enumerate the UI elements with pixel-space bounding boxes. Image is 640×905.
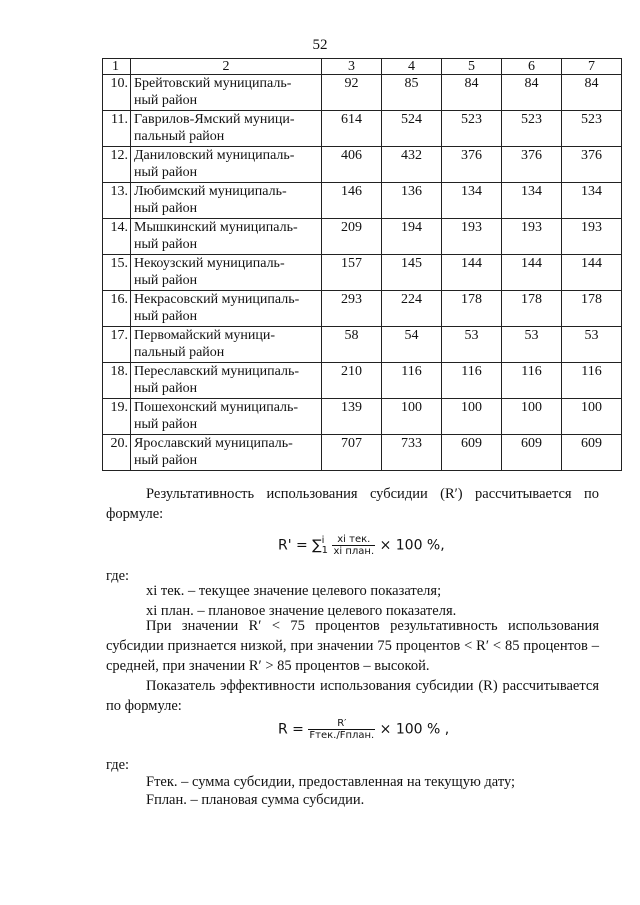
value-cell: 134: [562, 183, 622, 219]
row-number: 18.: [103, 363, 131, 399]
district-name-line2: ный район: [134, 453, 198, 468]
value-cell: 524: [382, 111, 442, 147]
district-name-cell: [131, 363, 322, 399]
table-row: [103, 435, 622, 471]
paragraph-thresholds: При значении R′ < 75 процентов результативность использования субсидии признается низкой, при значении 75 процентов < R′ < 85 процентов – средней, при значении R′ > 85 процентов – высокой.: [106, 618, 599, 674]
district-name-line1: Гаврилов-Ямский муници-: [134, 112, 295, 127]
table-header-cell: 3: [322, 59, 382, 75]
row-number: 20.: [103, 435, 131, 471]
table-row: [103, 363, 622, 399]
value-cell: 376: [442, 147, 502, 183]
value-cell: 194: [382, 219, 442, 255]
value-cell: 139: [322, 399, 382, 435]
numerator: R′: [308, 718, 375, 730]
value-cell: 53: [562, 327, 622, 363]
district-name-line1: Брейтовский муниципаль-: [134, 76, 292, 91]
table-row: [103, 327, 622, 363]
district-name-line2: ный район: [134, 309, 198, 324]
value-cell: 116: [562, 363, 622, 399]
district-name-cell: [131, 291, 322, 327]
row-number: 19.: [103, 399, 131, 435]
district-name-line1: Даниловский муниципаль-: [134, 148, 295, 163]
value-cell: 178: [502, 291, 562, 327]
district-name-line1: Ярославский муниципаль-: [134, 436, 293, 451]
district-name-cell: [131, 219, 322, 255]
definition-x-plan: xi план. – плановое значение целевого показателя.: [146, 603, 457, 619]
district-name-line1: Любимский муниципаль-: [134, 184, 287, 199]
district-name-cell: [131, 399, 322, 435]
sum-upper: i: [321, 534, 325, 546]
district-name-line2: ный район: [134, 381, 198, 396]
district-name-line2: ный район: [134, 273, 198, 288]
district-name-cell: [131, 147, 322, 183]
district-name-line2: ный район: [134, 417, 198, 432]
district-name-line2: ный район: [134, 201, 198, 216]
value-cell: 100: [562, 399, 622, 435]
value-cell: 193: [502, 219, 562, 255]
district-name-line2: ный район: [134, 93, 198, 108]
table-row: [103, 111, 622, 147]
district-name-line1: Переславский муниципаль-: [134, 364, 300, 379]
definition-x-current: xi тек. – текущее значение целевого показателя;: [146, 583, 442, 599]
definition-f-current: Fтек. – сумма субсидии, предоставленная на текущую дату;: [146, 774, 516, 790]
district-name-line1: Некрасовский муниципаль-: [134, 292, 300, 307]
table-row: [103, 147, 622, 183]
value-cell: 84: [502, 75, 562, 111]
district-name-line2: пальный район: [134, 129, 225, 144]
table-row: [103, 183, 622, 219]
sum-lower: 1: [321, 544, 329, 556]
value-cell: 58: [322, 327, 382, 363]
value-cell: 376: [562, 147, 622, 183]
row-number: 12.: [103, 147, 131, 183]
table-header-cell: 6: [502, 59, 562, 75]
row-number: 11.: [103, 111, 131, 147]
table-row: [103, 291, 622, 327]
value-cell: 178: [562, 291, 622, 327]
value-cell: 523: [442, 111, 502, 147]
formula-result: [278, 534, 445, 557]
fraction: [308, 718, 375, 741]
value-cell: 406: [322, 147, 382, 183]
table-header-cell: 2: [131, 59, 322, 75]
table-row: [103, 399, 622, 435]
value-cell: 614: [322, 111, 382, 147]
row-number: 16.: [103, 291, 131, 327]
table-header-cell: 4: [382, 59, 442, 75]
district-name-cell: [131, 75, 322, 111]
page-number: 52: [312, 37, 328, 53]
value-cell: 523: [562, 111, 622, 147]
value-cell: 134: [502, 183, 562, 219]
table-row: [103, 219, 622, 255]
value-cell: 144: [442, 255, 502, 291]
value-cell: 100: [382, 399, 442, 435]
formula-efficiency: [278, 718, 449, 741]
district-name-cell: [131, 327, 322, 363]
value-cell: 116: [382, 363, 442, 399]
district-name-line1: Некоузский муниципаль-: [134, 256, 285, 271]
value-cell: 523: [502, 111, 562, 147]
value-cell: 157: [322, 255, 382, 291]
fraction: [332, 534, 375, 557]
value-cell: 210: [322, 363, 382, 399]
table-header-cell: 1: [103, 59, 131, 75]
value-cell: 134: [442, 183, 502, 219]
value-cell: 100: [442, 399, 502, 435]
paragraph-result: Результативность использования субсидии (R′) рассчитывается по формуле:: [106, 486, 599, 522]
value-cell: 116: [442, 363, 502, 399]
value-cell: 92: [322, 75, 382, 111]
where-label-2: где:: [106, 757, 130, 773]
table-header-row: [103, 59, 622, 75]
value-cell: 432: [382, 147, 442, 183]
row-number: 10.: [103, 75, 131, 111]
formula-rhs: × 100 %,: [379, 537, 445, 554]
value-cell: 609: [442, 435, 502, 471]
value-cell: 145: [382, 255, 442, 291]
value-cell: 84: [442, 75, 502, 111]
district-name-cell: [131, 435, 322, 471]
value-cell: 53: [442, 327, 502, 363]
value-cell: 193: [562, 219, 622, 255]
district-name-cell: [131, 255, 322, 291]
row-number: 17.: [103, 327, 131, 363]
district-name-cell: [131, 183, 322, 219]
value-cell: 54: [382, 327, 442, 363]
district-name-line1: Мышкинский муниципаль-: [134, 220, 298, 235]
value-cell: 84: [562, 75, 622, 111]
row-number: 15.: [103, 255, 131, 291]
value-cell: 144: [502, 255, 562, 291]
value-cell: 53: [502, 327, 562, 363]
district-name-line2: пальный район: [134, 345, 225, 360]
table-row: [103, 75, 622, 111]
district-name-line1: Первомайский муници-: [134, 328, 276, 343]
value-cell: 116: [502, 363, 562, 399]
value-cell: 146: [322, 183, 382, 219]
paragraph-efficiency: Показатель эффективности использования субсидии (R) рассчитывается по формуле:: [106, 678, 599, 714]
value-cell: 209: [322, 219, 382, 255]
where-label: где:: [106, 568, 130, 584]
table-header-cell: 7: [562, 59, 622, 75]
table-row: [103, 255, 622, 291]
value-cell: 376: [502, 147, 562, 183]
district-name-line2: ный район: [134, 165, 198, 180]
row-number: 14.: [103, 219, 131, 255]
value-cell: 609: [562, 435, 622, 471]
value-cell: 733: [382, 435, 442, 471]
denominator: xi план.: [333, 546, 375, 557]
value-cell: 707: [322, 435, 382, 471]
district-name-line2: ный район: [134, 237, 198, 252]
numerator: xi тек.: [332, 534, 375, 546]
value-cell: 293: [322, 291, 382, 327]
value-cell: 609: [502, 435, 562, 471]
value-cell: 85: [382, 75, 442, 111]
value-cell: 144: [562, 255, 622, 291]
formula-lhs: R' = ∑: [278, 537, 322, 554]
data-table: [102, 58, 622, 471]
table-header-cell: 5: [442, 59, 502, 75]
denominator: Fтек./Fплан.: [309, 730, 375, 741]
formula2-lhs: R =: [278, 721, 304, 738]
formula2-rhs: × 100 % ,: [379, 721, 450, 738]
value-cell: 100: [502, 399, 562, 435]
value-cell: 178: [442, 291, 502, 327]
district-name-cell: [131, 111, 322, 147]
district-name-line1: Пошехонский муниципаль-: [134, 400, 299, 415]
row-number: 13.: [103, 183, 131, 219]
value-cell: 193: [442, 219, 502, 255]
definition-f-plan: Fплан. – плановая сумма субсидии.: [146, 792, 365, 808]
value-cell: 224: [382, 291, 442, 327]
value-cell: 136: [382, 183, 442, 219]
